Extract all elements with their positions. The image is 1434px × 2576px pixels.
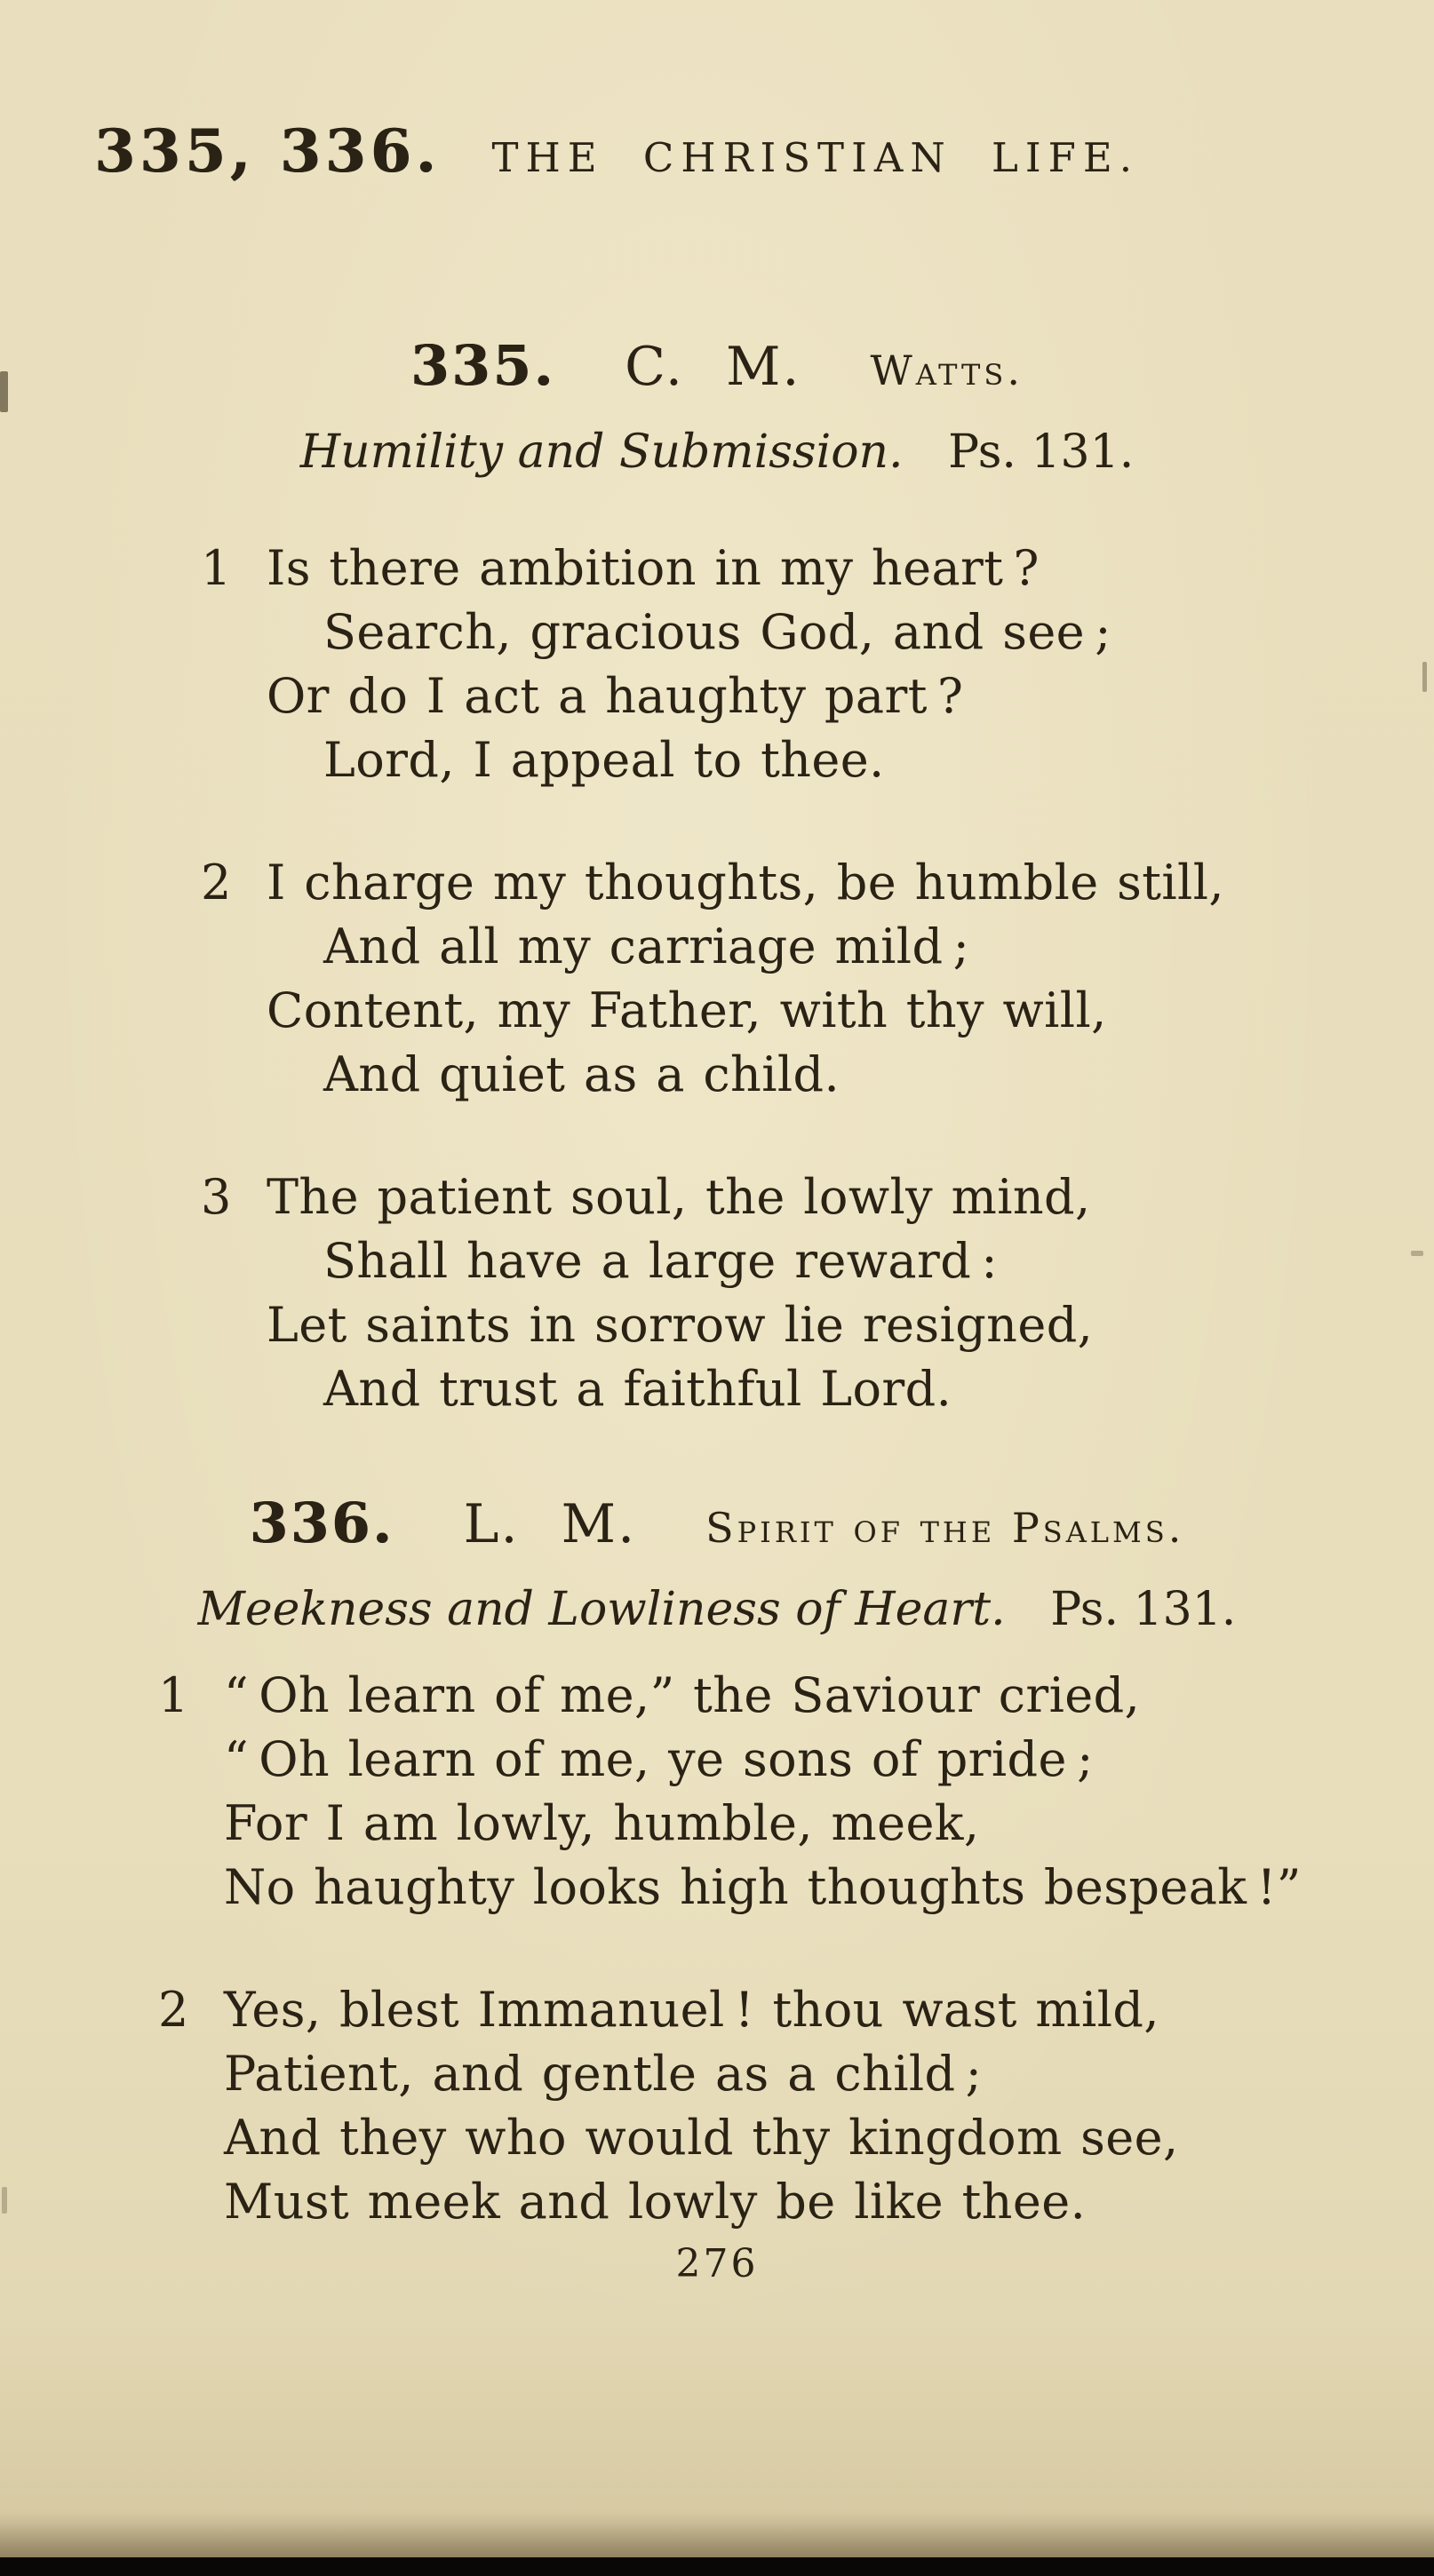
verse-number: 1 — [158, 1667, 189, 1723]
hymn-line: And all my carriage mild ; — [323, 918, 970, 974]
hymn-scripture-reference: Ps. 131. — [948, 425, 1135, 479]
verse-number: 2 — [201, 855, 232, 910]
verse — [158, 1664, 1434, 1920]
hymn-scripture-reference: Ps. 131. — [1050, 1583, 1237, 1636]
scan-artifact — [2, 2187, 7, 2214]
hymn-335-heading — [0, 331, 1434, 405]
hymn-attribution: Watts. — [870, 346, 1024, 394]
hymn-336-subtitle — [0, 1580, 1434, 1639]
hymn-335-subtitle — [0, 423, 1434, 481]
hymn-335 — [0, 331, 1434, 1421]
hymn-line: The patient soul, the lowly mind, — [267, 1169, 1091, 1225]
verse — [158, 1978, 1434, 2234]
hymn-line: Is there ambition in my heart ? — [267, 540, 1040, 596]
scan-artifact — [1411, 1251, 1423, 1256]
hymn-attribution: Spirit of the Psalms. — [705, 1504, 1185, 1552]
verse-number: 2 — [158, 1982, 189, 2038]
page-bottom-shadow — [0, 2512, 1434, 2558]
hymn-line: No haughty looks high thoughts bespeak !” — [224, 1859, 1302, 1915]
hymn-line: Content, my Father, with thy will, — [267, 982, 1107, 1038]
hymn-336-heading — [0, 1489, 1434, 1562]
hymn-line: I charge my thoughts, be humble still, — [267, 855, 1224, 910]
hymn-336 — [0, 1489, 1434, 2234]
hymn-number: 336. — [249, 1491, 394, 1555]
hymn-line: Shall have a large reward : — [323, 1233, 998, 1289]
running-header — [0, 0, 1434, 194]
hymn-line: Patient, and gentle as a child ; — [224, 2046, 983, 2102]
hymn-meter: L. M. — [463, 1493, 637, 1555]
hymn-line: For I am lowly, humble, meek, — [224, 1795, 980, 1851]
hymn-subtitle-text: Meekness and Lowliness of Heart. — [197, 1583, 1006, 1636]
scan-bottom-edge — [0, 2557, 1434, 2576]
verse — [201, 1165, 1434, 1421]
verse-number: 1 — [201, 540, 232, 596]
hymn-line: “ Oh learn of me,” the Saviour cried, — [224, 1667, 1141, 1723]
hymn-line: Lord, I appeal to thee. — [323, 732, 885, 788]
hymn-line: And quiet as a child. — [323, 1046, 840, 1102]
verse — [201, 851, 1434, 1107]
scan-artifact — [0, 371, 8, 412]
hymn-line: And trust a faithful Lord. — [323, 1361, 952, 1417]
verse — [201, 537, 1434, 792]
running-header-section-title: THE CHRISTIAN LIFE. — [491, 134, 1140, 181]
hymn-335-verses — [201, 537, 1434, 1421]
hymn-subtitle-text: Humility and Submission. — [299, 425, 904, 479]
verse-number: 3 — [201, 1169, 232, 1225]
hymn-line: Let saints in sorrow lie resigned, — [267, 1297, 1094, 1353]
scan-artifact — [1422, 662, 1427, 692]
hymn-line: Yes, blest Immanuel ! thou wast mild, — [224, 1982, 1159, 2038]
running-header-hymn-numbers: 335, 336. — [94, 116, 441, 186]
hymn-meter: C. M. — [625, 336, 801, 398]
hymn-336-verses — [158, 1664, 1434, 2234]
hymn-line: “ Oh learn of me, ye sons of pride ; — [224, 1731, 1094, 1787]
hymn-number: 335. — [410, 333, 556, 398]
hymn-line: And they who would thy kingdom see, — [224, 2110, 1179, 2166]
hymn-line: Must meek and lowly be like thee. — [224, 2174, 1087, 2230]
page-number: 276 — [675, 2241, 759, 2286]
hymn-line: Or do I act a haughty part ? — [267, 668, 964, 724]
hymn-line: Search, gracious God, and see ; — [323, 604, 1111, 660]
